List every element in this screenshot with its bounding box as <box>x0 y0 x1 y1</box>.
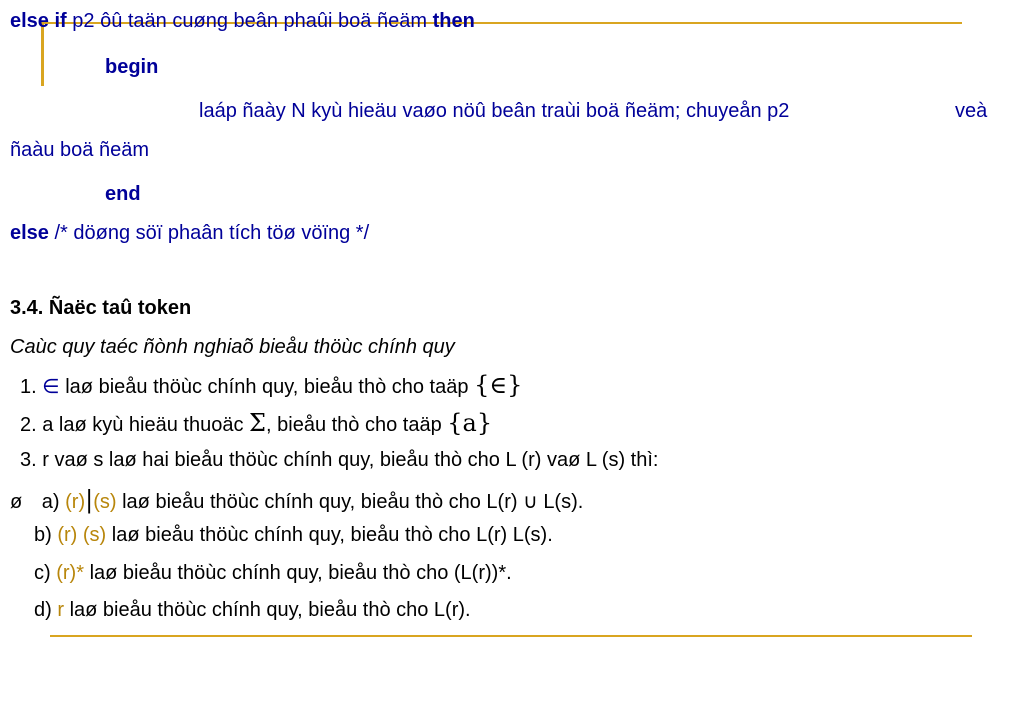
item-text: laø bieåu thöùc chính quy, bieåu thò cho (L(r))*. <box>89 562 512 584</box>
item-expression: (r) <box>65 491 86 513</box>
begin-keyword: begin <box>105 56 159 78</box>
code-line-else <box>10 221 369 245</box>
item-expression-2: (s) <box>93 491 117 513</box>
item-label: c) <box>34 562 51 584</box>
epsilon-symbol: ∈ <box>42 376 60 398</box>
item-b <box>34 523 553 547</box>
item-expression: (r) (s) <box>57 524 107 546</box>
rule-1 <box>20 373 522 399</box>
set-expression: {a} <box>447 409 493 437</box>
item-text: laø bieåu thöùc chính quy, bieåu thò cho L(r) L(s). <box>111 524 553 546</box>
item-d <box>34 598 471 622</box>
item-text: laø bieåu thöùc chính quy, bieåu thò cho L(r). <box>69 599 471 621</box>
code-comment: /* döøng söï phaân tích töø vöïng */ <box>54 222 370 244</box>
rule-text-2: , bieåu thò cho taäp <box>266 414 442 436</box>
item-label: a) <box>41 491 60 513</box>
bullet-icon: ø <box>10 491 23 513</box>
code-line-else-if <box>10 9 475 33</box>
alternation-bar: | <box>85 486 94 514</box>
code-text: laáp ñaày N kyù hieäu vaøo nöû beân traùi boä ñeäm; chuyeån p2 <box>199 100 790 122</box>
rule-text: 2. a laø kyù hieäu thuoäc <box>20 414 244 436</box>
item-c <box>34 561 512 585</box>
code-line-fill-tail: veà <box>955 100 988 122</box>
bottom-rule <box>50 635 972 637</box>
else-keyword: else <box>10 222 49 244</box>
code-line-fill-cont: ñaàu boä ñeäm <box>10 139 150 161</box>
rule-3: 3. r vaø s laø hai bieåu thöùc chính quy, bieåu thò cho L (r) vaø L (s) thì: <box>20 449 659 471</box>
item-label: d) <box>34 599 52 621</box>
item-label: b) <box>34 524 52 546</box>
union-symbol: ∪ <box>523 491 538 513</box>
code-text: p2 ôû taän cuøng beân phaûi boä ñeäm <box>72 10 427 32</box>
item-tail: L(s). <box>543 491 584 513</box>
item-expression: r <box>57 599 65 621</box>
item-text: laø bieåu thöùc chính quy, bieåu thò cho L(r) <box>122 491 518 513</box>
then-keyword: then <box>432 10 475 32</box>
rule-number: 1. <box>20 376 37 398</box>
rule-text: laø bieåu thöùc chính quy, bieåu thò cho taäp <box>65 376 469 398</box>
rule-2 <box>20 411 492 437</box>
set-expression: {∈} <box>474 371 523 399</box>
end-keyword: end <box>105 183 141 205</box>
item-a <box>10 488 583 514</box>
sigma-symbol: Σ <box>249 409 267 437</box>
section-subheading: Caùc quy taéc ñònh nghiaõ bieåu thöùc chính quy <box>10 336 455 358</box>
item-expression: (r)* <box>56 562 84 584</box>
code-line-fill <box>199 99 789 123</box>
else-if-keyword: else if <box>10 10 67 32</box>
section-heading: 3.4. Ñaëc taû token <box>10 297 192 319</box>
